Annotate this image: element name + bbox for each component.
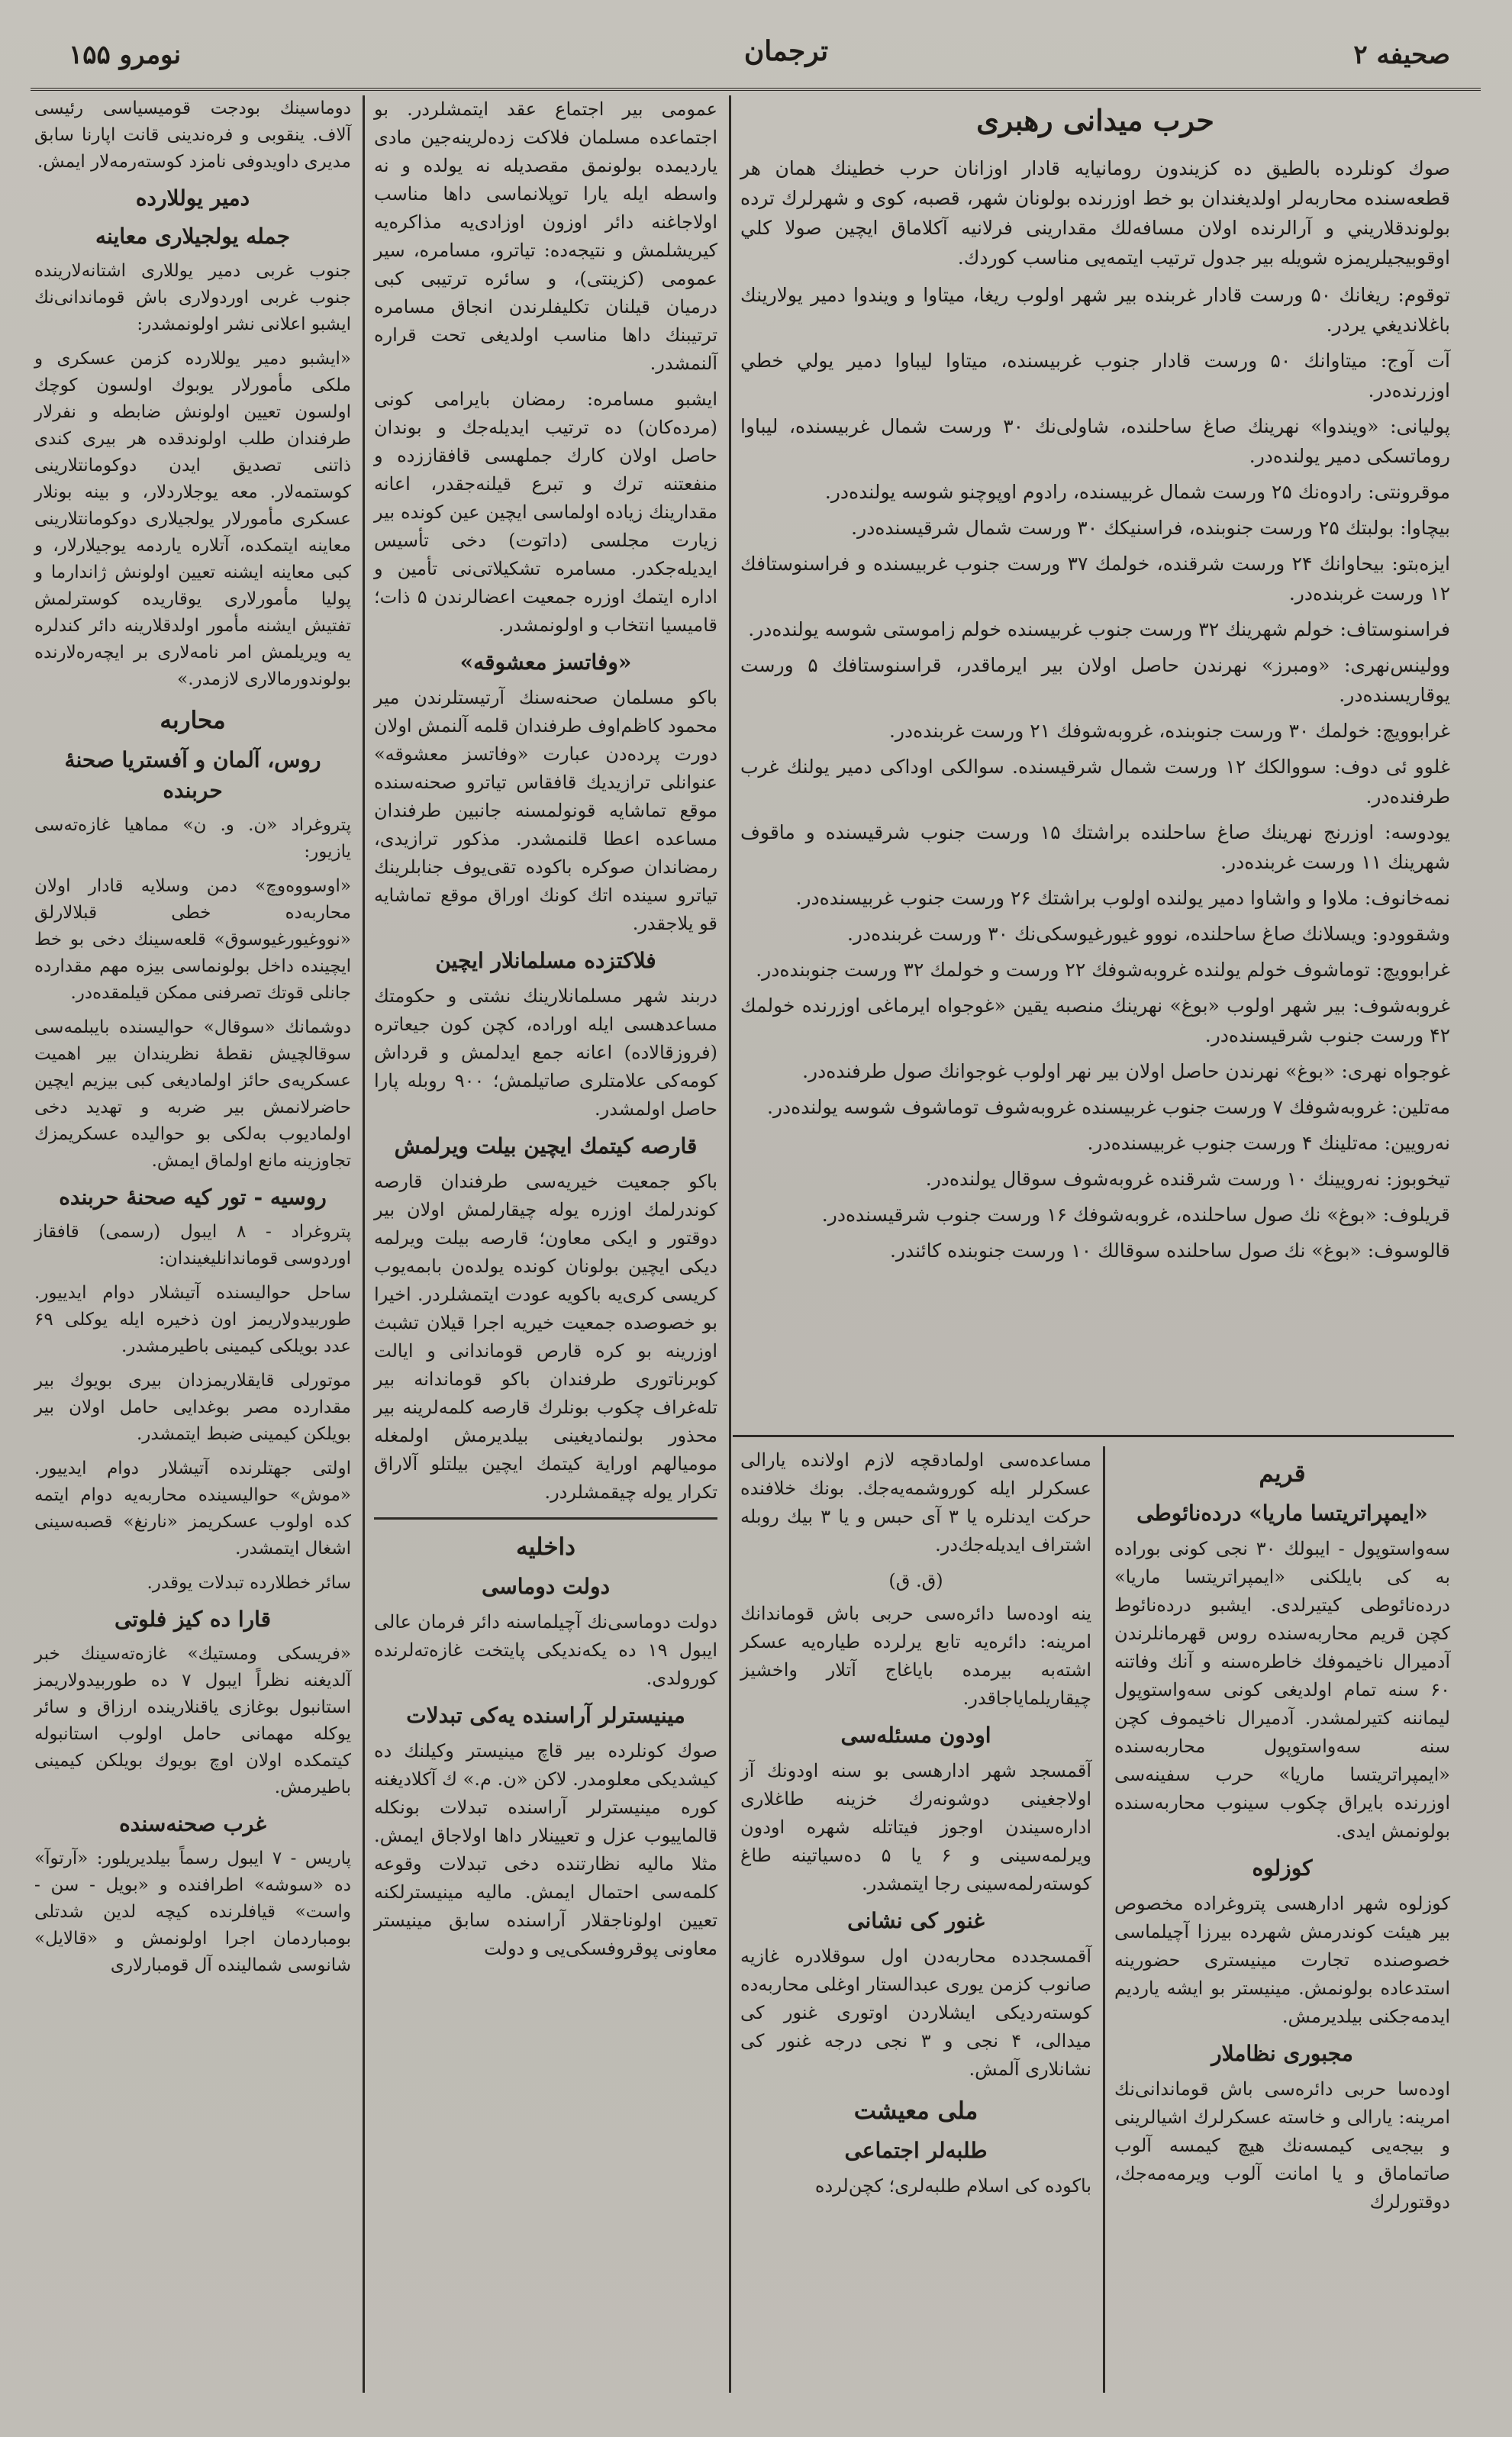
column-divider <box>363 95 365 2393</box>
place-entry: ايزه‌بتو: بيحاوانك ۲۴ ورست شرقنده، خولمك ۳۷ ورست جنوب غربيسنده و فراسنوستافك ۱۲ ورست غربنده‌در. <box>740 553 1450 604</box>
article-body: اوده‌سا حربی دائره‌سی باش قوماندانی‌نك امرينه: يارالی و خاسته عسكرلرك اشيالرينی و بيجه‌يی كيمسه‌نك هيچ كيمسه آلوب صاتماماق و يا امانت آلوب ويرمه‌مه‌جك، دوقتورلرك <box>1114 2078 1450 2213</box>
column-right-war-map <box>740 95 1450 1431</box>
article-title: غنور كی نشانی <box>847 1908 985 1933</box>
section-divider <box>733 1435 1454 1437</box>
place-entry: نمه‌خانوف: ملاوا و واشاوا دمير يولنده اولوب براشتك ۲۶ ورست جنوب غربيسنده‌در. <box>795 887 1450 909</box>
article-intro: صوك كونلرده بالطيق ده كزيندون رومانيايه قادار اوزانان حرب خطينك همان هر قطعه‌سنده محاربه‌لر اولديغندان بو خط اوزرنده بولونان شهر، قصبه، كوی و شهرلرك ترده بولوندقلاريني و آرالرنده اولان مسافه‌لك مقدارینی فرلانيه آكلاماق ايچين صولا كلي اوقوبيجيلريمزه شويله بير جدول ترتيب ايتمه‌يی مناسب كوردك. <box>740 157 1450 269</box>
article-title: دولت دوماسی <box>481 1574 611 1599</box>
article-body: ينه اوده‌سا دائره‌سی حربی باش قوماندانك امرينه: دائره‌يه تابع يرلرده طياره‌يه عسكر اشته‌به بيرمده باياغاج آتلار واخشيز چيقاريلماياجاقدر. <box>740 1603 1091 1709</box>
article-title: روس، آلمان و آفستريا صحنهٔ حربنده <box>64 747 321 803</box>
place-entry: يودوسه: اوزرنج نهرينك صاغ ساحلنده براشتك ۱۵ ورست جنوب شرقيسنده و ماقوف شهرينك ۱۱ ورست غربنده‌در. <box>740 821 1450 873</box>
place-entry: غرابوويچ: خولمك ۳۰ ورست جنوبنده، غروبه‌شوفك ۲۱ ورست غربنده‌در. <box>888 720 1450 742</box>
article-body: آقمسجد شهر ادارهسی بو سنه اودونك آز اولاجغينی دوشونه‌رك خزينه طاغلاری اداره‌سيندن اوجوز فيتاتله شهره اودون ويرلمه‌سينی و ۶ يا ۵ ده‌سياتينه طاغ كوسته‌رلمه‌سينی رجا ايتمشدر. <box>740 1760 1092 1894</box>
article-body: صوك كونلرده بير قاچ مينيستر وكيلنك ده كيشديكی معلومدر. لاكن «ن. م.» ك آكلاديغنه كوره مينيسترلر آراسنده تبدلات بونكله قالماييوب عزل و تعيينلار داها اولاجاق ايمش. مثلا ماليه نظارتنده دخی تبدلات وقوعه كلمه‌سی احتمال ايمش. ماليه مينيسترلكنه تعيين اولوناجقلار آراسنده سابق مينيستر معاونی پوقروفسكی‌يی و دولت <box>374 1740 717 1959</box>
article-title: قارا ده كيز فلوتی <box>114 1607 272 1632</box>
article-title: روسيه - تور كيه صحنهٔ حربنده <box>59 1185 327 1210</box>
article-body: دوشمانك «سوقال» حواليسنده بايبلمه‌سی سوقالچيش نقطهٔ نظريندان بير اهميت عسكريه‌ی حائز اولماديغی كبی بيزيم ايچين حاضرلانمش بير ضربه و تهديد دخی اولماديوب به‌لكی بو حواليده عسكريمزك تجاوزينه مانع اولماق ايمش. <box>34 1017 351 1171</box>
article-body: ساحل حواليسنده آتيشلار دوام ايدييور. طوربيدولاريمز اون ذخيره ايله يوكلی ۶۹ عدد بويلكی كيمينی باطيرمشدر. <box>34 1283 351 1356</box>
column-middle <box>374 95 717 2385</box>
article-body: پتروغراد - ۸ ايبول (رسمی) قافقاز اوردوسی قوماندانليغيندان: <box>34 1222 351 1268</box>
article-body: كوزلوه شهر ادارهسی پتروغراده مخصوص بير هيئت كوندرمش شهرده بيرزا آچيلماسی خصوصنده تجارت مينيستری حضورينه استدعاده بولونمش. مينيستر بو ايشه يارديم ايدمه‌جكنی بيلديرمش. <box>1114 1893 1450 2027</box>
article-body: سه‌واستوپول - ايبولك ۳۰ نجی كونی بوراده به كی بايلكنی «ايمپراتريتسا ماريا» درده‌نائوطی كيتيرلدی. ايشبو درده‌نائوط كچن قريم محاربه‌سنده روس قهرمانلرندن آدميرال ناخيموفك خاطره‌سنه و آنك وفاتنه ۶۰ سنه تمام اولديغی كونی سه‌واستوپول ليماننه كتيرلمشدر. آدميرال ناخيموف كچن سنه سه‌واستوپول محاربه‌سنده «ايمپراتريتسا ماريا» حرب سفينه‌سی اوزرنده بايراق چكوب سينوب محاربه‌سنده بولونمش ايدی. <box>1114 1538 1450 1842</box>
place-entry: توقوم: ريغانك ۵۰ ورست قادار غربنده بير شهر اولوب ريغا، ميتاوا و ويندوا دمير يولارينك باغلانديغي يردر. <box>740 284 1450 336</box>
article-body: «ايشبو دمير يوللارده كزمن عسكری و ملكی مأمورلار يوبوك اولسون كوچك اولسون تعيين اولونش ضابطه و نفرلار طرفندان طلب اولوندقده هر بيری كندی ذاتنی تصديق ايدن دوكومانتلارينی كوستمه‌لار. معه يوجلاردلار، و بينه بونلار عسكری مأمورلار يولجيلاری دوكومانتلارينی معاينه ايتمكده، آتلاره ياردمه يوجيلارلار، و كبی معاينه ايشنه تعيين اولونش ژاندارما و پوليا مأمورلاری يوقاريده كوسترلمش تفتيش ايشنه مأمور اولدقلارينه دائر كندلره يه ويريلمش امر نامه‌لاری بر ايچه‌ره‌لارنده بولوندورمالاری لازمدر.» <box>34 349 351 689</box>
article-body: عمومی بير اجتماع عقد ايتمشلردر. بو اجتماعده مسلمان فلاكت زده‌لرينه‌جين مادی يارديمده بولونمق مقصديله نه يولده و نه واسطه ايله يارا توپلانماسی داها مناسب اولاجاغنه دائر اوزون اوزادی‌يه مذاكره‌يه كيريشلمش و نتيجه‌ده: تياترو، مسامره، سير عمومی (كزينتی)، و سائره ترتيبی كبی درمیان قيلنان تكليفلرندن انجاق مسامره ترتيبنك داها مناسب اولديغی تحت قراره آلنمشدر. <box>374 98 717 374</box>
article-subtitle: «ايمپراتريتسا ماريا» درده‌نائوطی <box>1136 1501 1428 1526</box>
place-entry: غرابوويچ: توماشوف خولم يولنده غروبه‌شوفك ۲۲ ورست و خولمك ۳۲ ورست جنوبنده‌در. <box>756 959 1450 981</box>
column-right-lower <box>1114 1446 1450 2393</box>
place-entry: غلوو ئی دوف: سووالكك ۱۲ ورست شمال شرقيسنده. سوالكی اوداكی دمير يولنك غرب طرفنده‌در. <box>740 756 1451 807</box>
column-middle-lower <box>740 1446 1091 2393</box>
section-title-domestic: داخليه <box>516 1533 575 1561</box>
section-title: ملی معيشت <box>853 2097 978 2125</box>
column-divider <box>1103 1446 1105 2393</box>
place-entry: غوجواه نهری: «بوغ» نهرندن حاصل اولان بير نهر اولوب غوجوانك صول طرفنده‌در. <box>802 1060 1450 1082</box>
article-title: فلاكتزده مسلمانلار ايچين <box>435 948 656 973</box>
article-title: مينيسترلر آراسنده يه‌كی تبدلات <box>406 1703 685 1728</box>
place-entry: وولينس‌نهری: «ومبرز» نهرندن حاصل اولان بير ايرماقدر، قراسنوستافك ۵ ورست يوقاريسنده‌در. <box>740 654 1450 706</box>
article-body: پتروغراد «ن. و. ن» مماهيا غازه‌ته‌سی يازيور: <box>34 815 351 862</box>
article-title: «وفاتسز معشوقه» <box>459 650 632 675</box>
article-body: ايشبو مسامره: رمضان بايرامی كونی (مرده‌كان) ده ترتيب ايديله‌جك و بوندان حاصل اولان كارك جملهسی قافقاز‌زده و منفعتنه ترك و تبرع قيلنه‌جقدر، اعانه مقدارينك زياده اولماسی ايچين عين كونده بير زيارت مجلسی (داتوت) دخی تأسيس ايديله‌جكدر. مسامره تشكيلاتی‌نی تأمين و اداره ايتمك اوزره جمعيت اعضالرندن ۵ ذات؛ قاميسيا انتخاب و اولونمشدر. <box>374 388 717 636</box>
newspaper-title: ترجمان <box>743 35 829 67</box>
place-entry: مه‌تلين: غروبه‌شوفك ۷ ورست جنوب غربيسنده غروبه‌شوف توماشوف شوسه يولنده‌در. <box>766 1096 1450 1118</box>
article-body: باكوده كی اسلام طلبه‌لری؛ كچن‌لرده <box>814 2175 1091 2197</box>
place-entry: قريلوف: «بوغ» نك صول ساحلنده، غروبه‌شوفك ۱۶ ورست جنوب شرقيسنده‌در. <box>821 1204 1450 1226</box>
page-header <box>31 31 1481 91</box>
article-title: دمير يوللارده <box>135 185 250 211</box>
article-body: دولت دوماسی‌نك آچيلماسنه دائر فرمان عالی ايبول ۱۹ ده يكه‌نديكی پايتخت غازه‌ته‌لرنده كورولدی. <box>374 1611 717 1689</box>
place-entry: نه‌رويين: مه‌تلينك ۴ ورست جنوب غربيسنده‌در. <box>1087 1132 1450 1154</box>
issue-number: نومرو ۱۵۵ <box>69 40 182 70</box>
column-divider <box>729 95 731 2393</box>
article-body: «اوسووه‌وچ» دمن وسلايه قادار اولان محاربه‌ده خطی قبلالارلق «نووغيورغيوسوق» قلعه‌سينك دخی بو خط ايچينده داخل بولونماسی بيزه مهم مقدارده جانلی قوتك تصرفنی ممكن قيلمقده‌در. <box>34 876 351 1003</box>
article-body: باكو مسلمان صحنه‌سنك آرتيستلرندن مير محمود كاظم‌اوف طرفندان قلمه آلنمش اولان دورت پرده‌دن عبارت «وفاتسز معشوقه» عنوانلی ترازيديك قافقاس تياترو صحنه‌سنده موقع تماشايه قونولمسنه جانبين طرفندان مساعده اعطا قلنمشدر. مذكور ترازيدی، رمضاندان صوكره باكوده تقی‌يوف جنابلرينك تياترو سينده اتك كونك اوراق موقع تماشايه قو يلاجقدر. <box>374 687 717 934</box>
column-left <box>34 95 351 2385</box>
article-body: آقمسجدده محاربه‌دن اول سوقلادره غازيه صانوب كزمن يوری عبدالستار اوغلی محاربه‌ده كوسته‌رديكی ايشلاردن اوتوری غنور كی ميدالی، ۴ نجی و ۳ نجی درجه غنور كی نشانلاری آلمش. <box>740 1945 1091 2080</box>
place-entry: پوليانی: «ويندوا» نهرينك صاغ ساحلنده، شاولی‌نك ۳۰ ورست شمال غربيسنده، ليباوا روماتسكی دمير يولنده‌در. <box>740 415 1450 467</box>
article-headline: حرب میدانی رهبری <box>976 103 1214 137</box>
article-body: پاريس - ۷ ايبول رسماً بيلديريلور: «آرتوآ» ده «سوشه» اطرافنده و «بويل - سن - واست» قيافلرنده كيچه لدين شدتلی بومباردمان اجرا اولونمش و «قالايل» شانوسی شمالينده آل قومبارلاری <box>34 1849 351 1975</box>
place-entry: فراسنوستاف: خولم شهرينك ۳۲ ورست جنوب غربيسنده خولم زاموستی شوسه يولنده‌در. <box>748 618 1450 640</box>
place-entries-list <box>740 280 1450 1265</box>
place-entry: قالوسوف: «بوغ» نك صول ساحلنده سوقالك ۱۰ ورست جنوبنده كائندر. <box>889 1239 1450 1262</box>
place-entry: آت آوج: ميتاوانك ۵۰ ورست قادار جنوب غربيسنده، ميتاوا ليباوا دمير يولي خطي اوزرنده‌در. <box>740 350 1450 401</box>
place-entry: وشقوودو: ويسلانك صاغ ساحلنده، نووو غيورغيوسكی‌نك ۳۰ ورست غربنده‌در. <box>846 923 1450 945</box>
page-number: صحیفه ۲ <box>1353 40 1450 70</box>
article-title: طلبه‌لر اجتماعی <box>844 2138 988 2163</box>
rule <box>374 1517 717 1520</box>
article-body: مساعده‌سی اولمادقچه لازم اولانده يارالی عسكرلر ايله كوروشمه‌يه‌جك. بونك خلافنده حركت ايدنلره يا ۳ آی حبس و يا ۳ بيك روبله اشتراف ايديله‌جك‌در. <box>740 1449 1091 1555</box>
place-entry: بيچاوا: بولبتك ۲۵ ورست جنوبنده، فراسنيكك ۳۰ ورست شمال شرقيسنده‌در. <box>851 517 1450 539</box>
article-body: سائر خطلارده تبدلات يوقدر. <box>147 1573 351 1593</box>
article-title: قارصه كيتمك ايچين بيلت ويرلمش <box>394 1133 698 1159</box>
section-title-war: محاربه <box>160 707 226 734</box>
signature: (ق. ق) <box>888 1570 943 1591</box>
article-title: اودون مسئله‌سی <box>840 1723 991 1748</box>
article-body: «فريسكی ومستيك» غازه‌ته‌سينك خبر آلدیغنه نظراً ايبول ۷ ده طوربيدولاريمز استانبول بوغازی ياقنلارينده ارزاق و سائر يوكله مهمانی حامل اولوب استانبوله كيتمكده اولان اوچ بويوك بويلكن كيمينی باطيرمش. <box>34 1644 351 1797</box>
article-body: دوماسينك بودجت قوميسياسی رئيسی آلاف. ينقوبی و فره‌ندينی قانت اپارنا سابق مديری داويدوفی نامزد كوسته‌رمه‌لار ايمش. <box>34 98 351 172</box>
article-body: جنوب غربی دمير يوللاری اشتانه‌لارينده جنوب غربی اوردولاری باش قوماندانی‌نك ايشبو اعلانی نشر اولونمشدر: <box>34 261 351 334</box>
article-title: كوزلوه <box>1252 1855 1313 1881</box>
article-body: باكو جمعيت خيريه‌سی طرفندان قارصه كوندرلمك اوزره يوله چيقارلمش اولان بير دوقتور و ايكی معاون؛ قارصه بيلت ويرلمه ديكی ايچين بولونان كونده يولده‌ن بابمه‌يوب كريسی كری‌يه باكويه عودت ايتمشلردر. اخيرا بو خصوصده جمعيت خيريه اجرا قيلان تشبث اوزرينه بو كره قارص قوماندانی و ايالت كوبرناتوری طرفندان باكو قوماندانه بير تله‌غراف چكوب بونلرك قارصه كلمه‌لرينه بير محذور بولنماديغينی بيلديرمش اولمغله موميالهم اوراية كيتمك ايچين بيلتلو آلاراق تكرار يوله چيقمشلردر. <box>374 1171 717 1503</box>
article-body: دربند شهر مسلمانلارينك نشتی و حكومتك مساعدهسی ايله اوراده، كچن كون جيعاتره (فروزقالاده) اعانه جمع ايدلمش و قرداش كومه‌كی علامتلری صاتيلمش؛ ۹۰۰ روبله پارا حاصل اولمشدر. <box>374 985 717 1120</box>
article-title: مجبوری نظاملار <box>1211 2041 1353 2066</box>
article-body: اولتی جهتلرنده آتيشلار دوام ايدييور. «موش» حواليسينده محاربه‌يه دوام ايتمه كده اولوب عسكريمز «نارنغ» قصبه‌سينی اشغال ايتمشدر. <box>34 1459 351 1559</box>
section-title-crimea: قريم <box>1259 1460 1306 1488</box>
article-body: موتورلی قايقلاريمزدان بيری بويوك بير مقدارده مصر بوغدايی حامل اولان بير بويلكن كيمينی ضبط ايتمشدر. <box>34 1371 351 1444</box>
place-entry: غروبه‌شوف: بير شهر اولوب «بوغ» نهرينك منصبه يقين «غوجواه ايرماغی اوزرنده خولمك ۴۲ ورست جنوب شرقيسنده‌در. <box>740 994 1450 1046</box>
article-title: جمله يولجيلاری معاينه <box>95 224 291 249</box>
place-entry: موقرونتی: رادوه‌نك ۲۵ ورست شمال غربيسنده، رادوم اوپوچنو شوسه يولنده‌در. <box>824 481 1450 503</box>
place-entry: تيخوبوز: نه‌رويينك ۱۰ ورست شرقنده غروبه‌شوف سوقال يولنده‌در. <box>925 1168 1450 1190</box>
article-title: غرب صحنه‌سنده <box>119 1811 266 1836</box>
